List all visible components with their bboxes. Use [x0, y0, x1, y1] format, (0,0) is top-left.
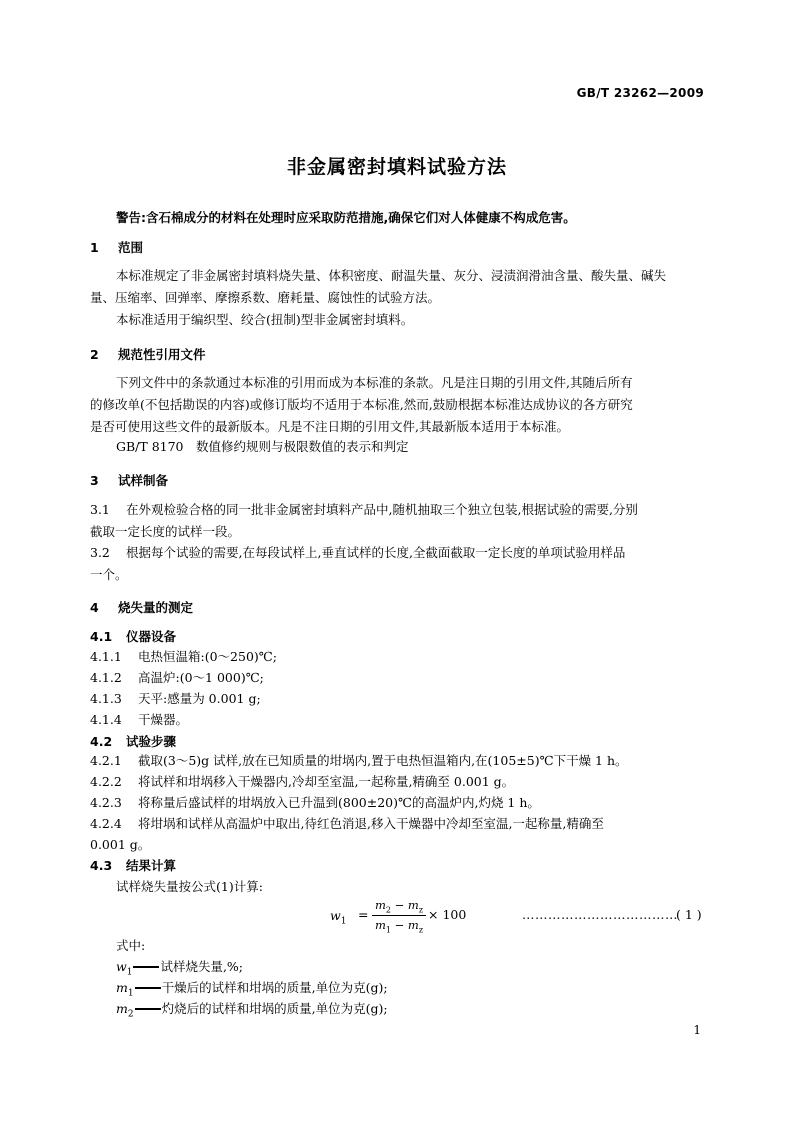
- fraction-denominator: $m_1 - m_z$: [374, 918, 424, 935]
- section-1-heading: [90, 238, 143, 256]
- section-3-heading: [90, 471, 168, 489]
- clause-text: 高温炉:(0～1 000)℃;: [138, 670, 264, 685]
- clause-number: 3.1: [90, 502, 110, 517]
- variable-description: 干燥后的试样和坩埚的质量,单位为克(g);: [161, 980, 388, 995]
- subsection-4-3-heading: [90, 856, 176, 874]
- clause-text: 根据每个试验的需要,在每段试样上,垂直试样的长度,全截面截取一定长度的单项试验用样品: [126, 545, 626, 560]
- clause-4-1-3: [90, 688, 704, 710]
- paragraph-line: 0.001 g。: [90, 837, 151, 852]
- page-number: 1: [693, 1023, 701, 1037]
- clause-number: 4.1.3: [90, 691, 122, 706]
- standard-code: GB/T 23262—2009: [576, 86, 704, 100]
- clause-4-2-3: [90, 792, 704, 814]
- section-number: 4.1: [90, 629, 113, 644]
- section-4-heading: [90, 598, 193, 616]
- variable-description: 试样烧失量,%;: [160, 959, 243, 974]
- clause-text: 天平:感量为 0.001 g;: [138, 691, 261, 706]
- clause-number: 4.1.1: [90, 649, 122, 664]
- clause-number: 4.1.4: [90, 712, 122, 727]
- section-number: 4.2: [90, 734, 113, 749]
- paragraph-line: 本标准规定了非金属密封填料烧失量、体积密度、耐温失量、灰分、浸渍润滑油含量、酸失量、碱失: [116, 268, 667, 283]
- clause-4-2-1: [90, 750, 704, 772]
- paragraph-line: 一个。: [90, 567, 128, 582]
- em-dash: [135, 1008, 161, 1010]
- clause-text: 电热恒温箱:(0～250)℃;: [138, 649, 277, 664]
- equals-sign: =: [358, 907, 369, 922]
- clause-number: 4.2.1: [90, 753, 122, 768]
- clause-3-2: [90, 542, 704, 564]
- section-title: 试样制备: [118, 473, 169, 488]
- clause-text: 在外观检验合格的同一批非金属密封填料产品中,随机抽取三个独立包装,根据试验的需要,分别: [126, 502, 638, 517]
- clause-number: 3.2: [90, 545, 110, 560]
- paragraph-line: 量、压缩率、回弹率、摩擦系数、磨耗量、腐蚀性的试验方法。: [90, 290, 441, 305]
- variable-symbol: $m_1$: [116, 980, 134, 999]
- clause-text: 将称量后盛试样的坩埚放入已升温到(800±20)℃的高温炉内,灼烧 1 h。: [138, 795, 540, 810]
- clause-text: 将试样和坩埚移入干燥器内,冷却至室温,一起称量,精确至 0.001 g。: [138, 774, 515, 789]
- variable-definition: [116, 998, 704, 1026]
- section-number: 2: [90, 347, 99, 362]
- fraction-numerator: $m_2 - m_z$: [372, 898, 426, 916]
- paragraph-line: 的修改单(不包括勘误的内容)或修订版均不适用于本标准,然而,鼓励根据本标准达成协议的各方研究: [90, 397, 633, 412]
- leader-dots: ………………………………: [522, 907, 678, 922]
- calculation-intro: 试样烧失量按公式(1)计算:: [116, 879, 263, 894]
- variable-symbol: $w_1$: [116, 959, 133, 978]
- equation-number: ( 1 ): [676, 907, 702, 922]
- clause-text: 将坩埚和试样从高温炉中取出,待红色消退,移入干燥器中冷却至室温,一起称量,精确至: [138, 816, 604, 831]
- where-label: 式中:: [116, 938, 146, 953]
- paragraph-line: 是否可使用这些文件的最新版本。凡是不注日期的引用文件,其最新版本适用于本标准。: [90, 419, 569, 434]
- section-number: 4: [90, 600, 99, 615]
- formula-lhs: $w_1$: [330, 908, 347, 927]
- subsection-4-1-heading: [90, 627, 176, 645]
- document-title: 非金属密封填料试验方法: [286, 156, 507, 178]
- paragraph-line: 截取一定长度的试样一段。: [90, 524, 241, 539]
- section-2-heading: [90, 345, 206, 363]
- clause-number: 4.2.4: [90, 816, 122, 831]
- clause-number: 4.2.3: [90, 795, 122, 810]
- section-title: 烧失量的测定: [118, 600, 194, 615]
- clause-4-2-2: [90, 771, 704, 793]
- section-title: 范围: [118, 240, 144, 255]
- section-title: 仪器设备: [126, 629, 177, 644]
- clause-text: 截取(3～5)g 试样,放在已知质量的坩埚内,置于电热恒温箱内,在(105±5)℃下干燥 1 h。: [138, 753, 628, 768]
- variable-description: 灼烧后的试样和坩埚的质量,单位为克(g);: [161, 1001, 388, 1016]
- section-number: 4.3: [90, 858, 113, 873]
- em-dash: [135, 987, 161, 989]
- section-title: 试验步骤: [126, 734, 177, 749]
- clause-text: 干燥器。: [138, 712, 189, 727]
- clause-number: 4.1.2: [90, 670, 122, 685]
- clause-4-1-4: [90, 709, 704, 731]
- subsection-4-2-heading: [90, 732, 176, 750]
- formula-multiplier: × 100: [428, 907, 467, 922]
- clause-number: 4.2.2: [90, 774, 122, 789]
- normative-reference: GB/T 8170 数值修约规则与极限数值的表示和判定: [116, 439, 409, 454]
- section-number: 1: [90, 240, 99, 255]
- clause-4-1-2: [90, 667, 704, 689]
- section-title: 结果计算: [126, 858, 177, 873]
- formula-fraction: [372, 898, 426, 935]
- clause-3-1: [90, 499, 704, 521]
- paragraph-line: 下列文件中的条款通过本标准的引用而成为本标准的条款。凡是注日期的引用文件,其随后所有: [116, 375, 633, 390]
- variable-symbol: $m_2$: [116, 1001, 134, 1020]
- warning-note: 警告:含石棉成分的材料在处理时应采取防范措施,确保它们对人体健康不构成危害。: [116, 210, 576, 225]
- clause-4-1-1: [90, 646, 704, 668]
- section-number: 3: [90, 473, 99, 488]
- paragraph-line: 本标准适用于编织型、绞合(扭制)型非金属密封填料。: [116, 312, 414, 327]
- section-title: 规范性引用文件: [118, 347, 206, 362]
- clause-4-2-4: [90, 813, 704, 835]
- em-dash: [133, 966, 159, 968]
